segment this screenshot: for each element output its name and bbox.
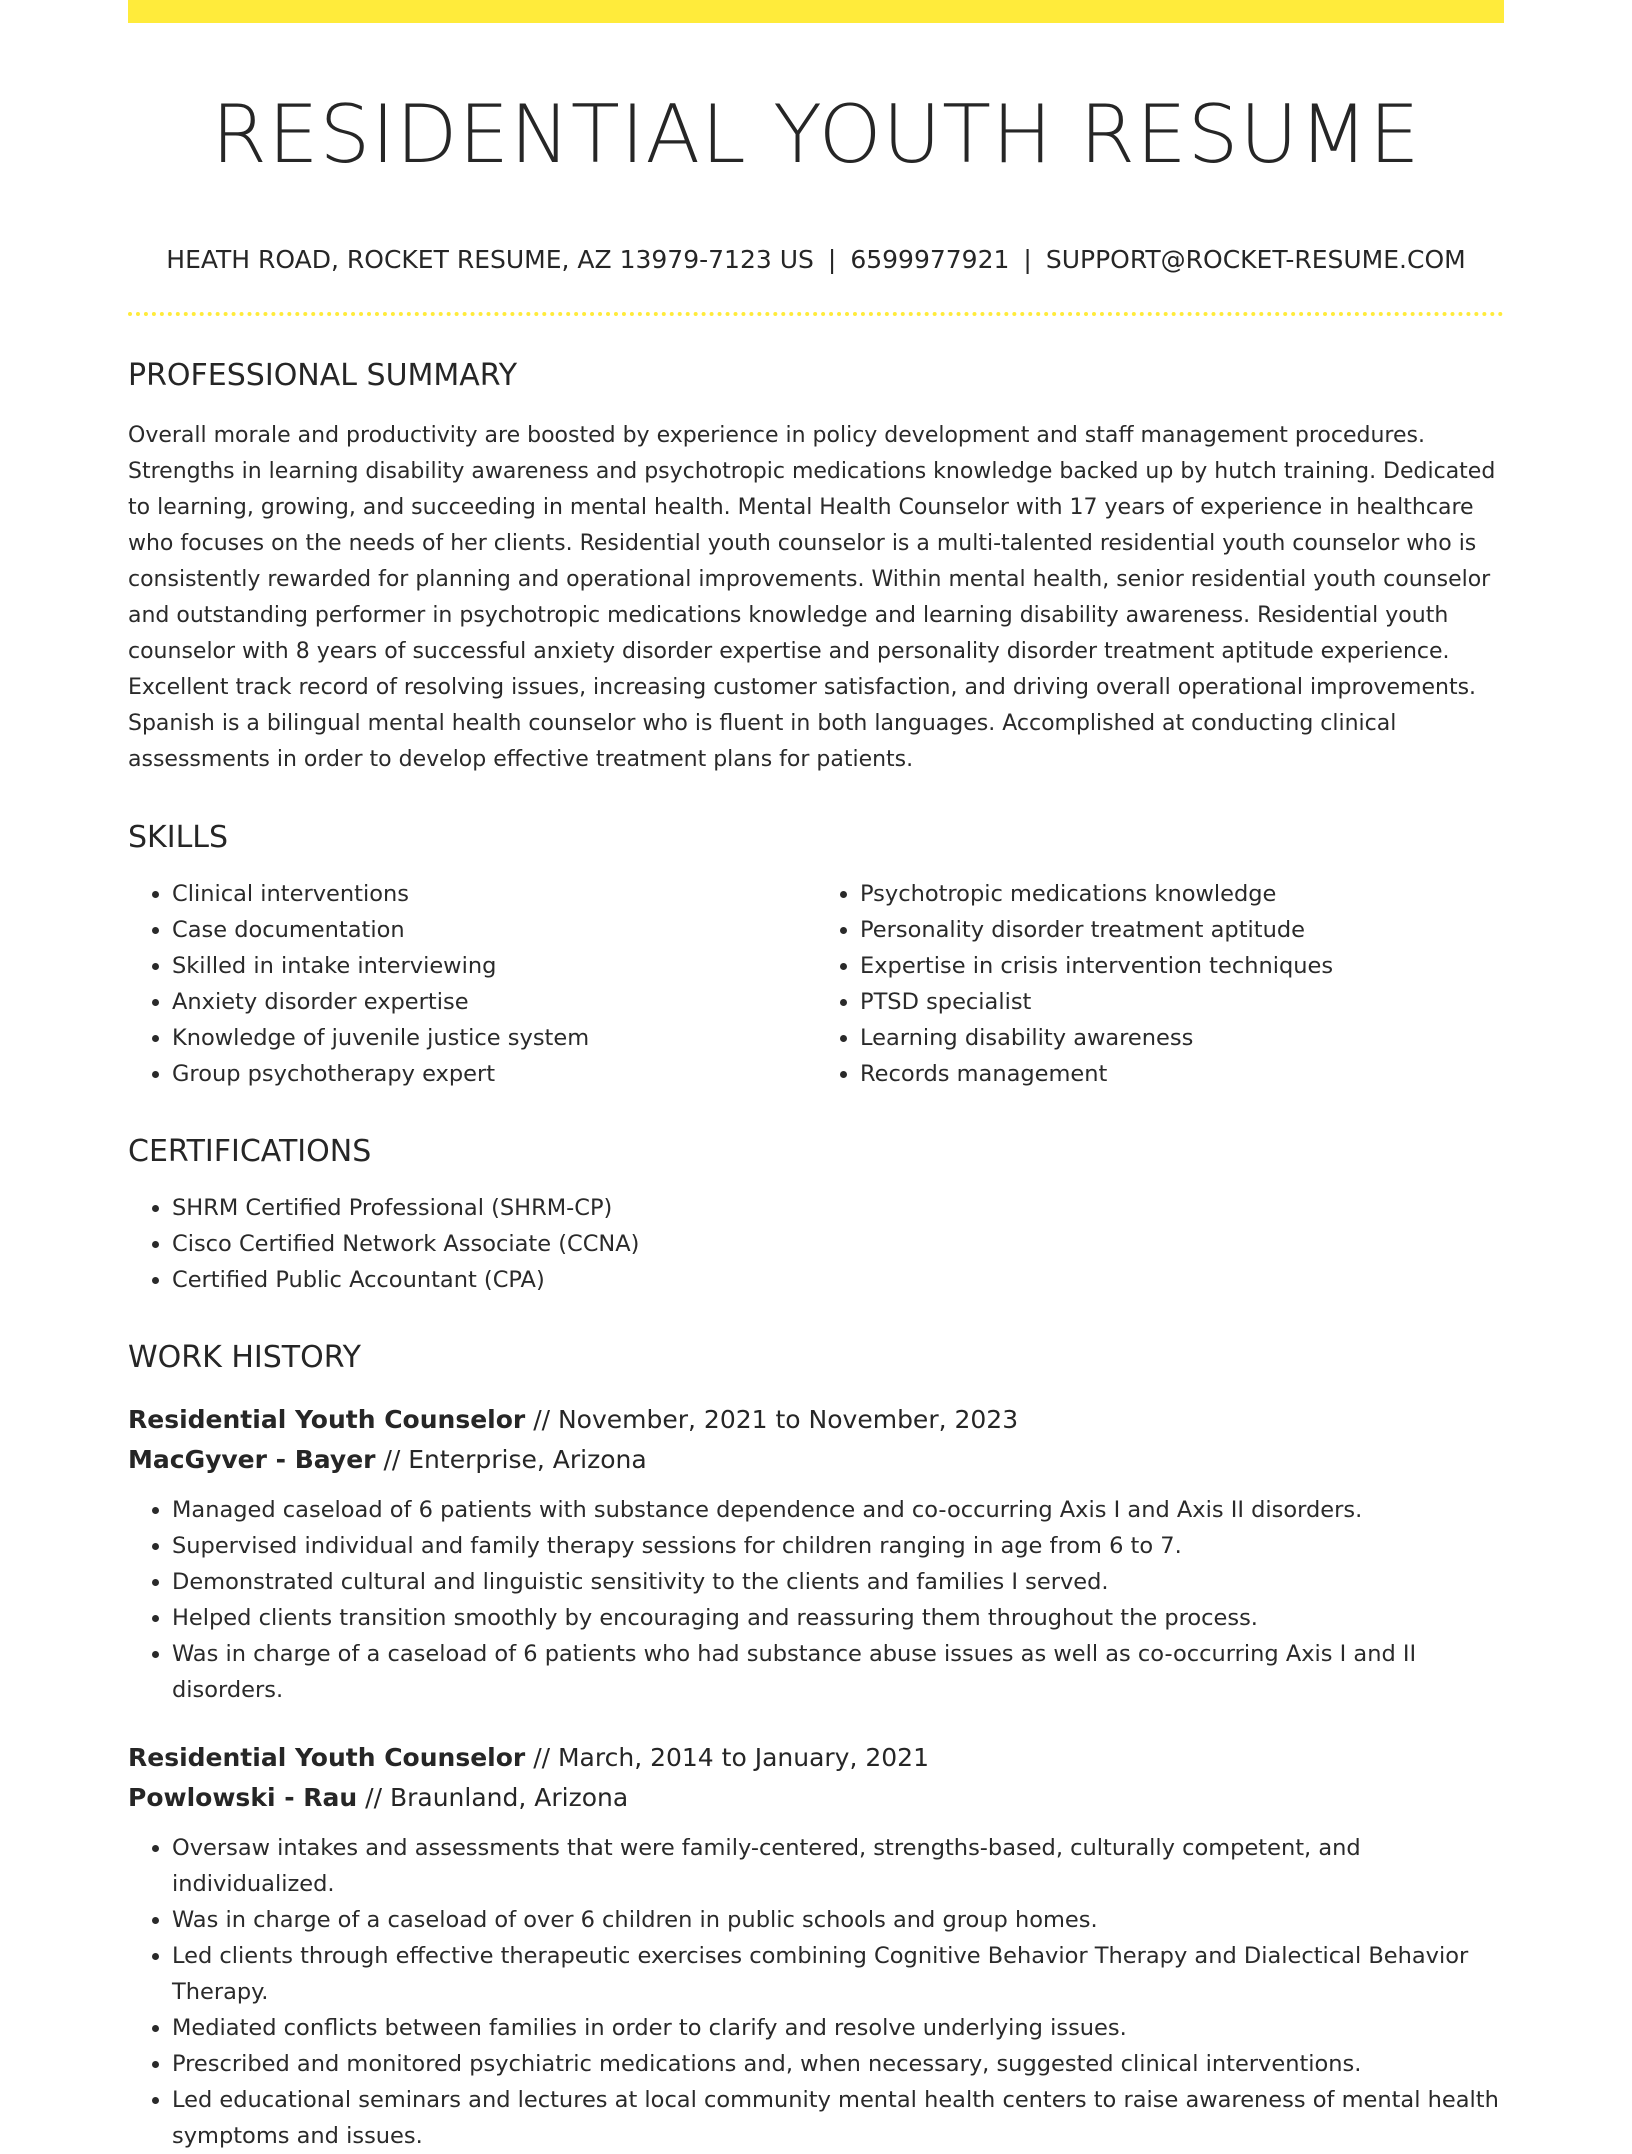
skill-item: • PTSD specialist	[860, 984, 1504, 1020]
resume-title: RESIDENTIAL YOUTH RESUME	[211, 88, 1421, 181]
job-bullet: • Mediated conflicts between families in order to clarify and resolve underlying issues.	[172, 2010, 1504, 2046]
job-location: // Braunland, Arizona	[365, 1783, 629, 1812]
accent-bar	[128, 0, 1504, 23]
certification-item: • Cisco Certified Network Associate (CCNA)	[172, 1226, 1504, 1262]
skill-item: • Anxiety disorder expertise	[172, 984, 816, 1020]
job-bullet: • Oversaw intakes and assessments that were family-centered, strengths-based, culturally competent, and individualized.	[172, 1830, 1504, 1902]
job-title: Residential Youth Counselor	[128, 1743, 526, 1772]
job-company: MacGyver - Bayer	[128, 1445, 376, 1474]
job-bullet: • Demonstrated cultural and linguistic sensitivity to the clients and families I served.	[172, 1564, 1504, 1600]
skill-item: • Knowledge of juvenile justice system	[172, 1020, 816, 1056]
skill-item: • Learning disability awareness	[860, 1020, 1504, 1056]
skill-item: • Expertise in crisis intervention techniques	[860, 948, 1504, 984]
skill-item: • Case documentation	[172, 912, 816, 948]
job-title: Residential Youth Counselor	[128, 1405, 526, 1434]
summary-heading: PROFESSIONAL SUMMARY	[128, 358, 518, 393]
certification-item: • SHRM Certified Professional (SHRM-CP)	[172, 1190, 1504, 1226]
skills-heading: SKILLS	[128, 820, 229, 855]
work-history-heading: WORK HISTORY	[128, 1340, 361, 1375]
job-entry	[128, 1738, 1504, 2154]
job-entry	[128, 1400, 1504, 1708]
skills-list-right	[816, 876, 1504, 1092]
contact-address: HEATH ROAD, ROCKET RESUME, AZ 13979-7123 US	[166, 245, 814, 274]
skill-item: • Group psychotherapy expert	[172, 1056, 816, 1092]
summary-text: Overall morale and productivity are boosted by experience in policy development and staff management procedures. Strengths in learning disability awareness and psychotropic medications knowledge backed up by hutch training. Dedicated to learning, growing, and succeeding in mental health. Mental Health Counselor with 17 years of experience in healthcare who focuses on the needs of her clients. Residential youth counselor is a multi-talented residential youth counselor who is consistently rewarded for planning and operational improvements. Within mental health, senior residential youth counselor and outstanding performer in psychotropic medications knowledge and learning disability awareness. Residential youth counselor with 8 years of successful anxiety disorder expertise and personality disorder treatment aptitude experience. Excellent track record of resolving issues, increasing customer satisfaction, and driving overall operational improvements. Spanish is a bilingual mental health counselor who is fluent in both languages. Accomplished at conducting clinical assessments in order to develop effective treatment plans for patients.	[128, 423, 1496, 772]
contact-email: SUPPORT@ROCKET-RESUME.COM	[1045, 245, 1466, 274]
skills-columns	[128, 856, 1504, 1092]
contact-phone: 6599977921	[850, 245, 1010, 274]
job-bullet: • Was in charge of a caseload of over 6 children in public schools and group homes.	[172, 1902, 1504, 1938]
skill-item: • Personality disorder treatment aptitude	[860, 912, 1504, 948]
job-bullet: • Led educational seminars and lectures at local community mental health centers to raise awareness of mental health symptoms and issues.	[172, 2082, 1504, 2154]
skill-item: • Psychotropic medications knowledge	[860, 876, 1504, 912]
skill-item: • Skilled in intake interviewing	[172, 948, 816, 984]
certifications-heading: CERTIFICATIONS	[128, 1134, 372, 1169]
job-bullet: • Was in charge of a caseload of 6 patients who had substance abuse issues as well as co-occurring Axis I and II disorders.	[172, 1636, 1504, 1708]
job-location: // Enterprise, Arizona	[383, 1445, 647, 1474]
job-dates: // November, 2021 to November, 2023	[533, 1405, 1019, 1434]
job-bullet: • Managed caseload of 6 patients with substance dependence and co-occurring Axis I and Axis II disorders.	[172, 1492, 1504, 1528]
job-dates: // March, 2014 to January, 2021	[533, 1743, 929, 1772]
job-bullet: • Prescribed and monitored psychiatric medications and, when necessary, suggested clinical interventions.	[172, 2046, 1504, 2082]
job-bullets	[128, 1492, 1504, 1708]
contact-separator: |	[827, 245, 837, 274]
contact-separator: |	[1023, 245, 1032, 274]
job-bullets	[128, 1830, 1504, 2154]
job-header	[128, 1738, 1504, 1818]
resume-page	[128, 0, 1504, 2154]
job-bullet: • Led clients through effective therapeutic exercises combining Cognitive Behavior Therapy and Dialectical Behavior Therapy.	[172, 1938, 1504, 2010]
skill-item: • Clinical interventions	[172, 876, 816, 912]
job-bullet: • Helped clients transition smoothly by encouraging and reassuring them throughout the process.	[172, 1600, 1504, 1636]
skills-list-left	[128, 876, 816, 1092]
section-divider	[128, 312, 1504, 316]
job-header	[128, 1400, 1504, 1480]
contact-line	[128, 245, 1504, 275]
skill-item: • Records management	[860, 1056, 1504, 1092]
certification-item: • Certified Public Accountant (CPA)	[172, 1262, 1504, 1298]
certifications-list	[128, 1190, 1504, 1298]
job-company: Powlowski - Rau	[128, 1783, 358, 1812]
job-bullet: • Supervised individual and family therapy sessions for children ranging in age from 6 to 7.	[172, 1528, 1504, 1564]
